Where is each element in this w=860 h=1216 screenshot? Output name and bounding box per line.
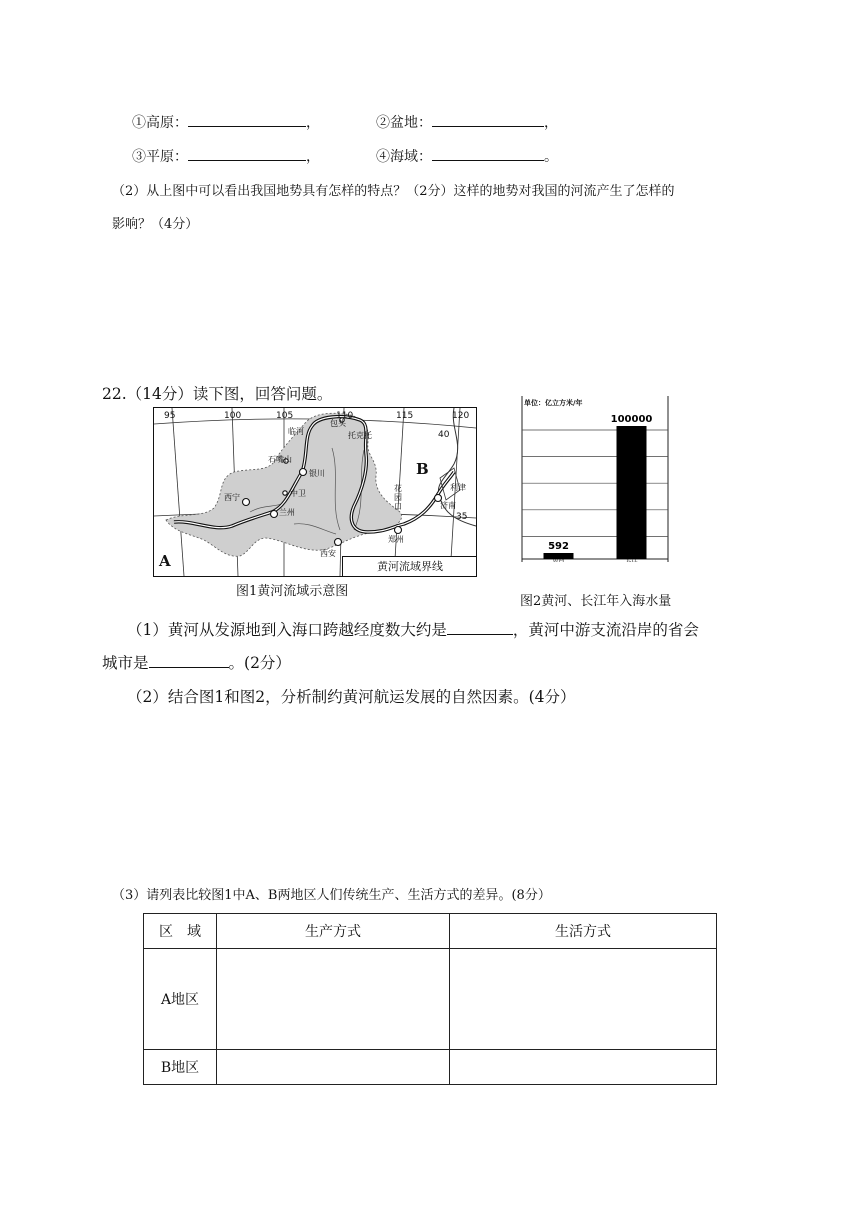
region-a-label: A [159, 552, 171, 570]
chart-unit-title: 单位：亿立方米/年 [524, 399, 583, 407]
comparison-table [143, 913, 717, 1085]
answer-blank[interactable] [188, 146, 306, 161]
city-marker-yinchuan [300, 469, 307, 476]
yellow-river-map [153, 407, 477, 577]
q22-part1-text-a: （1）黄河从发源地到入海口跨越经度数大约是 [127, 621, 447, 639]
fill-end: ， [306, 149, 320, 165]
q22-part1-line2 [102, 651, 291, 673]
q22-part1-line1 [127, 618, 699, 640]
answer-cell-b-living[interactable] [450, 1050, 717, 1085]
city-label-zhongwei: 中卫 [290, 489, 306, 498]
fill-item-plain [132, 146, 320, 166]
huayuankou-label: 花园口 [394, 484, 402, 511]
lon-label-110: 110 [336, 411, 354, 421]
city-marker-zhongwei [283, 491, 287, 495]
answer-cell-a-living[interactable] [450, 949, 717, 1050]
region-b-label: B [416, 460, 429, 478]
chart-svg [521, 396, 669, 562]
fill-end: ， [306, 115, 320, 131]
city-label-linhe: 临河 [288, 427, 304, 436]
city-label-lanzhou: 兰州 [279, 508, 295, 517]
city-label-tuoketuo: 托克托 [348, 431, 372, 440]
lon-label-115: 115 [396, 411, 414, 421]
fill-item-sea [376, 146, 558, 166]
bar-category-label: 黄河 [552, 557, 565, 562]
table-row [144, 949, 717, 1050]
city-label-xining: 西宁 [224, 493, 240, 502]
bar-1 [617, 426, 647, 559]
answer-blank-longitude[interactable] [447, 620, 513, 635]
lat-label-35: 35 [456, 512, 468, 522]
answer-blank[interactable] [432, 112, 544, 127]
fill-item-plateau [132, 112, 320, 132]
fill-label: ②盆地： [376, 115, 432, 131]
table-row [144, 1050, 717, 1085]
lon-label-95: 95 [164, 411, 176, 421]
meridian-95 [172, 408, 184, 576]
lon-label-105: 105 [276, 411, 294, 421]
city-label-lijin: 利津 [450, 483, 466, 492]
fill-label: ④海域： [376, 149, 432, 165]
header-production: 生产方式 [217, 914, 450, 949]
answer-cell-b-production[interactable] [217, 1050, 450, 1085]
city-label-shizuishan: 石嘴山 [268, 455, 292, 464]
header-region: 区 域 [144, 914, 217, 949]
city-marker-xian [335, 539, 342, 546]
fig2-caption: 图2黄河、长江年入海水量 [520, 594, 672, 609]
legend-basin-boundary: 黄河流域界线 [377, 560, 443, 573]
q22-heading: 22.（14分）读下图，回答问题。 [102, 385, 333, 403]
city-label-xian: 西安 [320, 549, 336, 558]
lat-label-40: 40 [438, 430, 450, 440]
table-header-row [144, 914, 717, 949]
runoff-bar-chart [521, 396, 669, 562]
bar-category-label: 长江 [625, 557, 638, 562]
city-label-baotou: 包头 [330, 419, 346, 428]
fill-item-basin [376, 112, 558, 132]
answer-blank[interactable] [188, 112, 306, 127]
city-marker-xining [243, 499, 250, 506]
q21-part2-line1: （2）从上图中可以看出我国地势具有怎样的特点？（2分）这样的地势对我国的河流产生了怎样的 [112, 184, 675, 199]
city-label-yinchuan: 银川 [309, 469, 325, 478]
fill-end: ， [544, 115, 558, 131]
answer-blank-city[interactable] [149, 653, 229, 668]
bar-value-label: 592 [548, 541, 569, 552]
answer-blank[interactable] [432, 146, 544, 161]
map-legend [342, 556, 477, 577]
row-label-b: B地区 [144, 1050, 217, 1085]
city-marker-zhengzhou [395, 527, 402, 534]
lon-label-100: 100 [224, 411, 242, 421]
city-label-zhengzhou: 郑州 [388, 535, 404, 544]
answer-cell-a-production[interactable] [217, 949, 450, 1050]
bar-value-label: 100000 [610, 414, 653, 425]
q22-part1-text-b: ，黄河中游支流沿岸的省会 [512, 621, 699, 639]
fill-end: 。 [544, 149, 558, 165]
q22-part1-text-c: 城市是 [102, 654, 149, 672]
city-marker-lanzhou [271, 511, 278, 518]
map-svg [154, 408, 476, 576]
q21-part2-line2: 影响？（4分） [112, 217, 199, 232]
fill-label: ①高原： [132, 115, 188, 131]
fill-label: ③平原： [132, 149, 188, 165]
lon-label-120: 120 [452, 411, 470, 421]
row-label-a: A地区 [144, 949, 217, 1050]
q22-part2: （2）结合图1和图2，分析制约黄河航运发展的自然因素。(4分） [127, 688, 576, 706]
fig1-caption: 图1黄河流域示意图 [236, 584, 349, 599]
header-living: 生活方式 [450, 914, 717, 949]
q22-part1-text-d: 。(2分） [228, 654, 291, 672]
q22-part3: （3）请列表比较图1中A、B两地区人们传统生产、生活方式的差异。(8分） [112, 888, 551, 903]
city-label-jinan: 济南 [440, 501, 456, 510]
